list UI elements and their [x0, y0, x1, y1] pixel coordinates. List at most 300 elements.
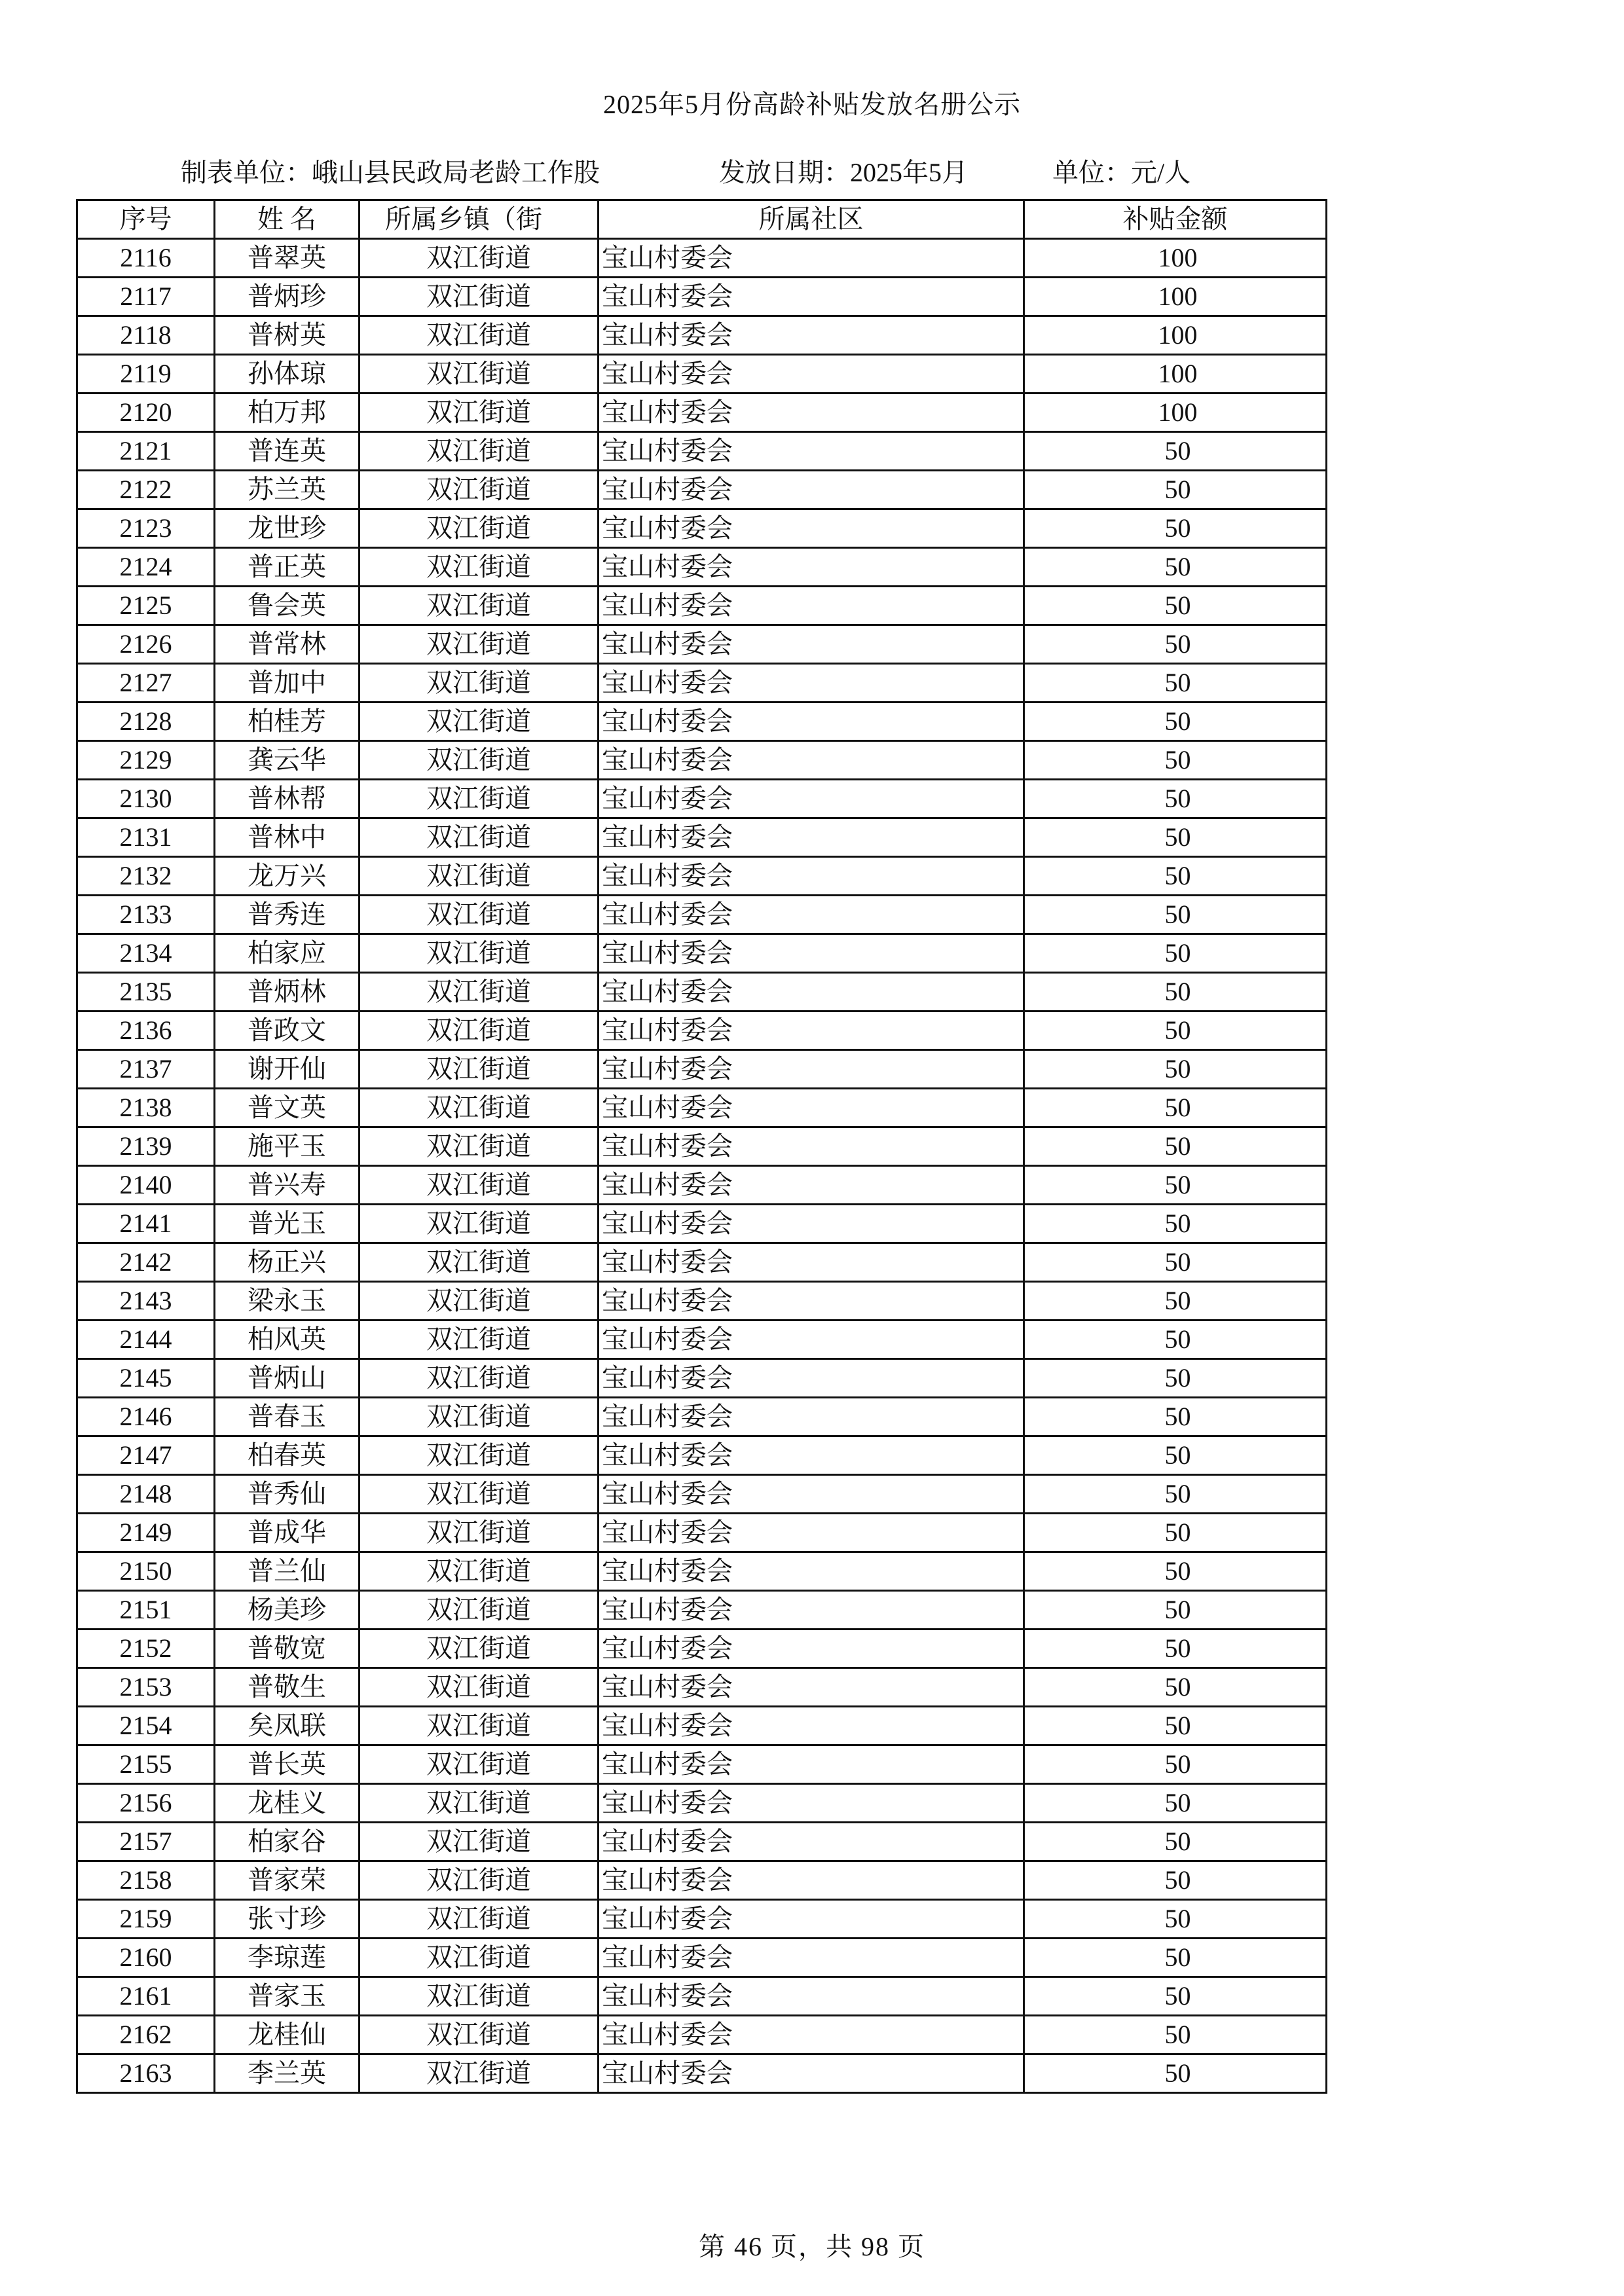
cell-community: 宝山村委会	[599, 1166, 1024, 1205]
table-row	[77, 741, 1327, 780]
cell-name: 柏风英	[215, 1321, 360, 1359]
cell-name: 普连英	[215, 432, 360, 471]
cell-name: 柏家应	[215, 934, 360, 973]
cell-town: 双江街道	[360, 664, 599, 702]
cell-community: 宝山村委会	[599, 432, 1024, 471]
currency-unit: 单位：元/人	[1052, 158, 1191, 187]
cell-amount: 50	[1024, 509, 1327, 548]
cell-amount: 50	[1024, 934, 1327, 973]
cell-community: 宝山村委会	[599, 2054, 1024, 2093]
table-row	[77, 625, 1327, 664]
cell-community: 宝山村委会	[599, 973, 1024, 1011]
cell-number: 2127	[77, 664, 215, 702]
cell-number: 2136	[77, 1011, 215, 1050]
cell-amount: 50	[1024, 1089, 1327, 1127]
cell-community: 宝山村委会	[599, 1089, 1024, 1127]
cell-name: 龙桂义	[215, 1784, 360, 1823]
cell-community: 宝山村委会	[599, 1630, 1024, 1668]
table-row	[77, 1359, 1327, 1398]
table-row	[77, 973, 1327, 1011]
cell-town: 双江街道	[360, 857, 599, 896]
cell-town: 双江街道	[360, 432, 599, 471]
cell-amount: 50	[1024, 1436, 1327, 1475]
cell-amount: 50	[1024, 741, 1327, 780]
cell-amount: 50	[1024, 471, 1327, 509]
cell-number: 2148	[77, 1475, 215, 1514]
cell-community: 宝山村委会	[599, 471, 1024, 509]
cell-town: 双江街道	[360, 1707, 599, 1745]
cell-number: 2130	[77, 780, 215, 818]
cell-community: 宝山村委会	[599, 1011, 1024, 1050]
table-row	[77, 1977, 1327, 2016]
cell-number: 2121	[77, 432, 215, 471]
cell-town: 双江街道	[360, 1745, 599, 1784]
table-row	[77, 1900, 1327, 1939]
cell-amount: 50	[1024, 1398, 1327, 1436]
cell-name: 杨美珍	[215, 1591, 360, 1630]
cell-amount: 50	[1024, 1939, 1327, 1977]
cell-number: 2152	[77, 1630, 215, 1668]
cell-name: 矣凤联	[215, 1707, 360, 1745]
cell-number: 2124	[77, 548, 215, 587]
cell-community: 宝山村委会	[599, 1591, 1024, 1630]
cell-amount: 50	[1024, 702, 1327, 741]
cell-town: 双江街道	[360, 973, 599, 1011]
cell-town: 双江街道	[360, 1243, 599, 1282]
header-number: 序号	[77, 200, 215, 239]
cell-town: 双江街道	[360, 1552, 599, 1591]
cell-number: 2160	[77, 1939, 215, 1977]
cell-name: 普加中	[215, 664, 360, 702]
cell-number: 2131	[77, 818, 215, 857]
table-row	[77, 509, 1327, 548]
cell-community: 宝山村委会	[599, 1127, 1024, 1166]
cell-number: 2156	[77, 1784, 215, 1823]
cell-community: 宝山村委会	[599, 1514, 1024, 1552]
table-row	[77, 2054, 1327, 2093]
cell-name: 张寸珍	[215, 1900, 360, 1939]
cell-name: 普秀连	[215, 896, 360, 934]
cell-name: 普家荣	[215, 1861, 360, 1900]
cell-name: 鲁会英	[215, 587, 360, 625]
cell-number: 2137	[77, 1050, 215, 1089]
table-row	[77, 432, 1327, 471]
table-row	[77, 896, 1327, 934]
cell-name: 柏万邦	[215, 393, 360, 432]
table-row	[77, 393, 1327, 432]
cell-name: 龙桂仙	[215, 2016, 360, 2054]
cell-community: 宝山村委会	[599, 316, 1024, 355]
table-row	[77, 278, 1327, 316]
cell-number: 2144	[77, 1321, 215, 1359]
table-row	[77, 471, 1327, 509]
cell-name: 梁永玉	[215, 1282, 360, 1321]
table-row	[77, 239, 1327, 278]
cell-name: 普春玉	[215, 1398, 360, 1436]
cell-town: 双江街道	[360, 896, 599, 934]
cell-community: 宝山村委会	[599, 587, 1024, 625]
cell-town: 双江街道	[360, 1436, 599, 1475]
header-town: 所属乡镇（街	[360, 200, 599, 239]
table-row	[77, 1514, 1327, 1552]
table-row	[77, 1011, 1327, 1050]
cell-amount: 50	[1024, 857, 1327, 896]
table-row	[77, 1166, 1327, 1205]
cell-town: 双江街道	[360, 818, 599, 857]
cell-amount: 50	[1024, 2054, 1327, 2093]
cell-number: 2132	[77, 857, 215, 896]
table-row	[77, 1668, 1327, 1707]
cell-amount: 50	[1024, 1552, 1327, 1591]
cell-town: 双江街道	[360, 1630, 599, 1668]
issue-date: 发放日期：2025年5月	[719, 158, 968, 187]
cell-amount: 50	[1024, 1591, 1327, 1630]
cell-community: 宝山村委会	[599, 741, 1024, 780]
cell-name: 龙万兴	[215, 857, 360, 896]
cell-number: 2161	[77, 1977, 215, 2016]
cell-name: 普敬宽	[215, 1630, 360, 1668]
cell-number: 2159	[77, 1900, 215, 1939]
cell-community: 宝山村委会	[599, 1977, 1024, 2016]
cell-town: 双江街道	[360, 1282, 599, 1321]
table-header-row	[77, 200, 1327, 239]
cell-town: 双江街道	[360, 509, 599, 548]
cell-town: 双江街道	[360, 2054, 599, 2093]
table-row	[77, 702, 1327, 741]
cell-amount: 50	[1024, 2016, 1327, 2054]
cell-community: 宝山村委会	[599, 857, 1024, 896]
cell-name: 普成华	[215, 1514, 360, 1552]
cell-community: 宝山村委会	[599, 934, 1024, 973]
cell-number: 2116	[77, 239, 215, 278]
cell-town: 双江街道	[360, 1398, 599, 1436]
cell-town: 双江街道	[360, 1166, 599, 1205]
cell-community: 宝山村委会	[599, 1707, 1024, 1745]
cell-amount: 50	[1024, 1823, 1327, 1861]
cell-name: 孙体琼	[215, 355, 360, 393]
cell-name: 柏桂芳	[215, 702, 360, 741]
cell-name: 李琼莲	[215, 1939, 360, 1977]
cell-town: 双江街道	[360, 278, 599, 316]
cell-community: 宝山村委会	[599, 1552, 1024, 1591]
cell-amount: 100	[1024, 316, 1327, 355]
document-title: 2025年5月份高龄补贴发放名册公示	[603, 90, 1021, 119]
table-row	[77, 664, 1327, 702]
cell-community: 宝山村委会	[599, 1282, 1024, 1321]
cell-amount: 50	[1024, 1282, 1327, 1321]
cell-amount: 50	[1024, 1475, 1327, 1514]
table-row	[77, 1861, 1327, 1900]
cell-name: 苏兰英	[215, 471, 360, 509]
table-row	[77, 1707, 1327, 1745]
cell-town: 双江街道	[360, 1514, 599, 1552]
cell-community: 宝山村委会	[599, 509, 1024, 548]
cell-town: 双江街道	[360, 1784, 599, 1823]
cell-town: 双江街道	[360, 548, 599, 587]
table-row	[77, 934, 1327, 973]
cell-community: 宝山村委会	[599, 1900, 1024, 1939]
cell-community: 宝山村委会	[599, 1784, 1024, 1823]
cell-town: 双江街道	[360, 702, 599, 741]
cell-town: 双江街道	[360, 1205, 599, 1243]
cell-town: 双江街道	[360, 1861, 599, 1900]
cell-number: 2150	[77, 1552, 215, 1591]
cell-name: 普正英	[215, 548, 360, 587]
cell-community: 宝山村委会	[599, 896, 1024, 934]
cell-number: 2142	[77, 1243, 215, 1282]
table-row	[77, 1784, 1327, 1823]
cell-name: 普秀仙	[215, 1475, 360, 1514]
cell-amount: 50	[1024, 1745, 1327, 1784]
cell-community: 宝山村委会	[599, 1359, 1024, 1398]
table-row	[77, 2016, 1327, 2054]
table-row	[77, 1050, 1327, 1089]
cell-community: 宝山村委会	[599, 1475, 1024, 1514]
page-footer: 第 46 页，共 98 页	[699, 2232, 925, 2261]
cell-number: 2157	[77, 1823, 215, 1861]
table-row	[77, 1552, 1327, 1591]
cell-name: 杨正兴	[215, 1243, 360, 1282]
cell-number: 2118	[77, 316, 215, 355]
cell-number: 2147	[77, 1436, 215, 1475]
table-row	[77, 1939, 1327, 1977]
cell-number: 2122	[77, 471, 215, 509]
cell-community: 宝山村委会	[599, 1205, 1024, 1243]
cell-community: 宝山村委会	[599, 393, 1024, 432]
cell-number: 2135	[77, 973, 215, 1011]
cell-number: 2139	[77, 1127, 215, 1166]
cell-town: 双江街道	[360, 780, 599, 818]
table-row	[77, 857, 1327, 896]
cell-number: 2129	[77, 741, 215, 780]
table-row	[77, 1089, 1327, 1127]
cell-number: 2146	[77, 1398, 215, 1436]
cell-number: 2141	[77, 1205, 215, 1243]
cell-number: 2155	[77, 1745, 215, 1784]
table-row	[77, 1127, 1327, 1166]
cell-amount: 50	[1024, 548, 1327, 587]
cell-town: 双江街道	[360, 1668, 599, 1707]
cell-amount: 50	[1024, 780, 1327, 818]
cell-number: 2162	[77, 2016, 215, 2054]
table-row	[77, 1243, 1327, 1282]
cell-name: 柏家谷	[215, 1823, 360, 1861]
cell-community: 宝山村委会	[599, 355, 1024, 393]
header-amount: 补贴金额	[1024, 200, 1327, 239]
table-row	[77, 1282, 1327, 1321]
cell-amount: 50	[1024, 1900, 1327, 1939]
cell-number: 2138	[77, 1089, 215, 1127]
cell-amount: 50	[1024, 1359, 1327, 1398]
cell-number: 2158	[77, 1861, 215, 1900]
cell-amount: 50	[1024, 1668, 1327, 1707]
cell-amount: 50	[1024, 1707, 1327, 1745]
table-row	[77, 1436, 1327, 1475]
cell-number: 2125	[77, 587, 215, 625]
cell-name: 普兴寿	[215, 1166, 360, 1205]
cell-community: 宝山村委会	[599, 780, 1024, 818]
cell-town: 双江街道	[360, 1321, 599, 1359]
cell-name: 普敬生	[215, 1668, 360, 1707]
cell-community: 宝山村委会	[599, 664, 1024, 702]
table-row	[77, 316, 1327, 355]
cell-number: 2149	[77, 1514, 215, 1552]
cell-number: 2145	[77, 1359, 215, 1398]
cell-amount: 50	[1024, 818, 1327, 857]
cell-amount: 50	[1024, 587, 1327, 625]
cell-town: 双江街道	[360, 625, 599, 664]
prepared-by-unit: 制表单位：峨山县民政局老龄工作股	[181, 158, 600, 187]
cell-name: 龙世珍	[215, 509, 360, 548]
cell-name: 普文英	[215, 1089, 360, 1127]
cell-number: 2133	[77, 896, 215, 934]
cell-name: 施平玉	[215, 1127, 360, 1166]
cell-town: 双江街道	[360, 1359, 599, 1398]
cell-community: 宝山村委会	[599, 1668, 1024, 1707]
cell-town: 双江街道	[360, 1977, 599, 2016]
cell-name: 普炳山	[215, 1359, 360, 1398]
table-row	[77, 1630, 1327, 1668]
cell-name: 谢开仙	[215, 1050, 360, 1089]
cell-number: 2143	[77, 1282, 215, 1321]
cell-number: 2117	[77, 278, 215, 316]
cell-name: 普家玉	[215, 1977, 360, 2016]
cell-town: 双江街道	[360, 741, 599, 780]
cell-name: 普光玉	[215, 1205, 360, 1243]
table-row	[77, 1745, 1327, 1784]
cell-amount: 50	[1024, 1784, 1327, 1823]
cell-amount: 50	[1024, 973, 1327, 1011]
cell-amount: 50	[1024, 1321, 1327, 1359]
cell-name: 普长英	[215, 1745, 360, 1784]
cell-amount: 50	[1024, 1050, 1327, 1089]
cell-number: 2134	[77, 934, 215, 973]
cell-town: 双江街道	[360, 239, 599, 278]
cell-amount: 100	[1024, 355, 1327, 393]
cell-amount: 50	[1024, 432, 1327, 471]
cell-community: 宝山村委会	[599, 548, 1024, 587]
table-row	[77, 1205, 1327, 1243]
table-row	[77, 355, 1327, 393]
cell-amount: 50	[1024, 1127, 1327, 1166]
cell-amount: 50	[1024, 896, 1327, 934]
cell-number: 2120	[77, 393, 215, 432]
cell-name: 普林帮	[215, 780, 360, 818]
cell-name: 普林中	[215, 818, 360, 857]
cell-town: 双江街道	[360, 393, 599, 432]
cell-community: 宝山村委会	[599, 2016, 1024, 2054]
cell-name: 普常林	[215, 625, 360, 664]
cell-amount: 100	[1024, 278, 1327, 316]
cell-town: 双江街道	[360, 1050, 599, 1089]
table-row	[77, 818, 1327, 857]
cell-town: 双江街道	[360, 1011, 599, 1050]
cell-number: 2151	[77, 1591, 215, 1630]
cell-number: 2128	[77, 702, 215, 741]
cell-number: 2126	[77, 625, 215, 664]
table-row	[77, 1823, 1327, 1861]
cell-number: 2119	[77, 355, 215, 393]
cell-community: 宝山村委会	[599, 702, 1024, 741]
cell-amount: 50	[1024, 1243, 1327, 1282]
cell-community: 宝山村委会	[599, 1243, 1024, 1282]
cell-town: 双江街道	[360, 934, 599, 973]
cell-community: 宝山村委会	[599, 625, 1024, 664]
cell-amount: 50	[1024, 1514, 1327, 1552]
table-row	[77, 1475, 1327, 1514]
cell-name: 李兰英	[215, 2054, 360, 2093]
cell-town: 双江街道	[360, 1939, 599, 1977]
cell-community: 宝山村委会	[599, 1436, 1024, 1475]
cell-town: 双江街道	[360, 1475, 599, 1514]
cell-town: 双江街道	[360, 1900, 599, 1939]
cell-number: 2140	[77, 1166, 215, 1205]
subsidy-roster-table	[76, 199, 1327, 2094]
table-row	[77, 1591, 1327, 1630]
cell-number: 2163	[77, 2054, 215, 2093]
cell-name: 普炳林	[215, 973, 360, 1011]
table-row	[77, 780, 1327, 818]
cell-town: 双江街道	[360, 1127, 599, 1166]
cell-name: 柏春英	[215, 1436, 360, 1475]
cell-community: 宝山村委会	[599, 1321, 1024, 1359]
cell-community: 宝山村委会	[599, 1050, 1024, 1089]
cell-number: 2154	[77, 1707, 215, 1745]
table-body	[77, 239, 1327, 2093]
table-row	[77, 1321, 1327, 1359]
cell-amount: 50	[1024, 625, 1327, 664]
cell-town: 双江街道	[360, 587, 599, 625]
cell-amount: 100	[1024, 393, 1327, 432]
header-name: 姓 名	[215, 200, 360, 239]
cell-community: 宝山村委会	[599, 1398, 1024, 1436]
cell-amount: 50	[1024, 1205, 1327, 1243]
cell-community: 宝山村委会	[599, 1861, 1024, 1900]
cell-amount: 50	[1024, 1630, 1327, 1668]
cell-town: 双江街道	[360, 1591, 599, 1630]
cell-amount: 50	[1024, 1977, 1327, 2016]
cell-community: 宝山村委会	[599, 278, 1024, 316]
cell-name: 普政文	[215, 1011, 360, 1050]
cell-name: 普翠英	[215, 239, 360, 278]
table-row	[77, 587, 1327, 625]
cell-name: 普炳珍	[215, 278, 360, 316]
cell-number: 2153	[77, 1668, 215, 1707]
cell-community: 宝山村委会	[599, 1745, 1024, 1784]
header-community: 所属社区	[599, 200, 1024, 239]
cell-name: 普树英	[215, 316, 360, 355]
cell-town: 双江街道	[360, 1823, 599, 1861]
cell-town: 双江街道	[360, 2016, 599, 2054]
cell-amount: 50	[1024, 664, 1327, 702]
cell-amount: 50	[1024, 1861, 1327, 1900]
cell-name: 普兰仙	[215, 1552, 360, 1591]
cell-amount: 50	[1024, 1166, 1327, 1205]
cell-amount: 50	[1024, 1011, 1327, 1050]
cell-town: 双江街道	[360, 471, 599, 509]
cell-town: 双江街道	[360, 355, 599, 393]
cell-town: 双江街道	[360, 316, 599, 355]
table-row	[77, 1398, 1327, 1436]
cell-community: 宝山村委会	[599, 1939, 1024, 1977]
cell-number: 2123	[77, 509, 215, 548]
cell-community: 宝山村委会	[599, 239, 1024, 278]
cell-name: 龚云华	[215, 741, 360, 780]
cell-amount: 100	[1024, 239, 1327, 278]
cell-community: 宝山村委会	[599, 1823, 1024, 1861]
table-row	[77, 548, 1327, 587]
cell-town: 双江街道	[360, 1089, 599, 1127]
